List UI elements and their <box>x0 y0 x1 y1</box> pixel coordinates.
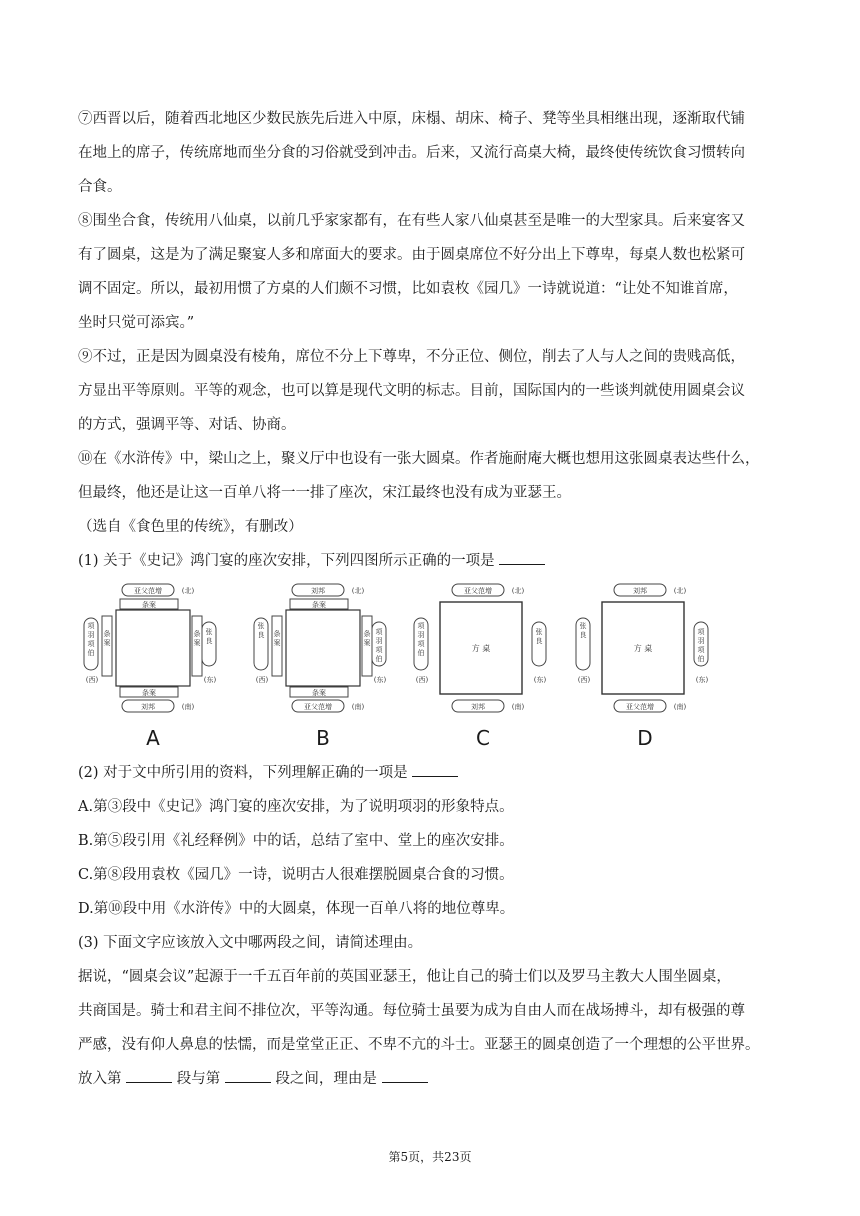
question-1 <box>78 544 788 578</box>
direction-east: (东) <box>373 676 387 684</box>
text-line: 据说，“圆桌会议”起源于一千五百年前的英国亚瑟王，他让自己的骑士们以及罗马主教大人围坐圆桌， <box>78 969 731 985</box>
direction-east: (东) <box>695 676 709 684</box>
direction-south: (南) <box>511 703 525 711</box>
diagram-c <box>408 578 558 748</box>
question-3-text: (3) 下面文字应该放入文中哪两段之间，请简述理由。 <box>78 935 423 951</box>
question-2-line <box>78 756 788 790</box>
text-line: 调不固定。所以，最初用惯了方桌的人们颇不习惯，比如袁枚《园几》一诗就说道：“让处不知谁首席， <box>78 281 738 297</box>
svg-text:项: 项 <box>87 640 95 648</box>
text-line: ⑩在《水浒传》中，梁山之上，聚义厅中也设有一张大圆桌。作者施耐庵大概也想用这张圆桌表达些什么， <box>78 451 760 467</box>
svg-text:案: 案 <box>273 639 281 647</box>
answer-blank-paragraph-1[interactable] <box>126 1068 172 1083</box>
direction-west: (西) <box>577 676 591 684</box>
svg-text:案: 案 <box>193 639 201 647</box>
svg-text:项: 项 <box>697 646 705 654</box>
seating-diagram-svg <box>78 578 228 728</box>
svg-text:条: 条 <box>193 630 201 638</box>
direction-south: (南) <box>351 703 365 711</box>
paragraph-9 <box>78 340 788 442</box>
room-square <box>286 610 360 686</box>
svg-text:项: 项 <box>375 646 383 654</box>
seat-left-name <box>88 622 96 657</box>
svg-text:项: 项 <box>375 628 383 636</box>
seat-left-name <box>418 622 426 657</box>
option-c[interactable]: C.第⑧段用袁枚《园几》一诗，说明古人很难摆脱圆桌合食的习惯。 <box>78 867 514 883</box>
room-square <box>116 610 190 686</box>
seating-diagram-svg <box>248 578 398 728</box>
square-table-label: 方 桌 <box>633 644 653 653</box>
text-line: 共商国是。骑士和君主间不排位次，平等沟通。每位骑士虽要为成为自由人而在战场搏斗，却有极强的尊 <box>78 1003 745 1019</box>
diagram-a <box>78 578 228 748</box>
svg-text:羽: 羽 <box>697 637 705 645</box>
direction-east: (东) <box>533 676 547 684</box>
svg-text:良: 良 <box>579 631 587 639</box>
square-table-label: 方 桌 <box>471 644 491 653</box>
svg-text:伯: 伯 <box>87 649 95 657</box>
svg-text:项: 项 <box>417 640 425 648</box>
text-line: 有了圆桌，这是为了满足聚宴人多和席面大的要求。由于圆桌席位不好分出上下尊卑，每桌人数也松紧可 <box>78 247 745 263</box>
diagram-b <box>248 578 398 748</box>
svg-text:张: 张 <box>205 628 213 636</box>
direction-north: (北) <box>673 587 687 595</box>
question-3-answer-line <box>78 1062 788 1096</box>
paragraph-8 <box>78 204 788 340</box>
text-line: ⑦西晋以后，随着西北地区少数民族先后进入中原，床榻、胡床、椅子、凳等坐具相继出现，逐渐取代铺 <box>78 111 745 127</box>
option-d[interactable]: D.第⑩段中用《水浒传》中的大圆桌，体现一百单八将的地位尊卑。 <box>78 901 515 917</box>
direction-west: (西) <box>255 676 269 684</box>
seat-right-name <box>376 628 384 663</box>
direction-north: (北) <box>181 587 195 595</box>
option-b[interactable]: B.第⑤段引用《礼经释例》中的话，总结了室中、堂上的座次安排。 <box>78 833 514 849</box>
svg-text:项: 项 <box>697 628 705 636</box>
text-line: 合食。 <box>78 179 122 195</box>
paragraph-7 <box>78 102 788 204</box>
seat-top-name: 刘邦 <box>311 587 325 595</box>
text-line: 在地上的席子，传统席地而坐分食的习俗就受到冲击。后来，又流行高桌大椅，最终使传统饮食习惯转向 <box>78 145 745 161</box>
answer-prefix: 放入第 <box>78 1071 122 1087</box>
question-2 <box>78 756 788 926</box>
diagram-label: C <box>476 726 490 750</box>
answer-suffix: 段之间，理由是 <box>275 1071 377 1087</box>
seat-top-name: 刘邦 <box>633 587 647 595</box>
desk-bottom-label: 条案 <box>312 689 326 697</box>
answer-blank[interactable] <box>499 550 545 565</box>
seat-bottom-name: 刘邦 <box>471 703 485 711</box>
direction-north: (北) <box>511 587 525 595</box>
desk-bottom-label: 条案 <box>142 689 156 697</box>
seat-bottom-name: 亚父范增 <box>626 703 654 711</box>
direction-south: (南) <box>673 703 687 711</box>
svg-text:羽: 羽 <box>87 631 95 639</box>
svg-text:案: 案 <box>363 639 371 647</box>
text-line: ⑧围坐合食，传统用八仙桌，以前几乎家家都有，在有些人家八仙桌甚至是唯一的大型家具。后来宴客又 <box>78 213 745 229</box>
svg-text:良: 良 <box>205 637 213 645</box>
svg-text:羽: 羽 <box>417 631 425 639</box>
question-2-text: (2) 对于文中所引用的资料，下列理解正确的一项是 <box>78 765 408 781</box>
answer-blank-paragraph-2[interactable] <box>225 1068 271 1083</box>
option-a[interactable]: A.第③段中《史记》鸿门宴的座次安排，为了说明项羽的形象特点。 <box>78 799 514 815</box>
question-1-line <box>78 544 788 578</box>
seating-diagrams <box>78 578 718 758</box>
seat-top-name: 亚父范增 <box>134 587 162 595</box>
answer-middle: 段与第 <box>176 1071 221 1087</box>
svg-text:伯: 伯 <box>697 655 705 663</box>
answer-blank[interactable] <box>412 762 458 777</box>
svg-text:良: 良 <box>257 631 265 639</box>
desk-top-label: 条案 <box>142 601 156 609</box>
svg-text:条: 条 <box>103 630 111 638</box>
diagram-label: B <box>316 726 330 750</box>
direction-west: (西) <box>85 676 99 684</box>
text-line: 方显出平等原则。平等的观念，也可以算是现代文明的标志。目前，国际国内的一些谈判就使用圆桌会议 <box>78 383 745 399</box>
direction-west: (西) <box>415 676 429 684</box>
direction-south: (南) <box>181 703 195 711</box>
svg-text:项: 项 <box>87 622 95 630</box>
seat-right-name <box>698 628 706 663</box>
svg-text:伯: 伯 <box>417 649 425 657</box>
svg-text:张: 张 <box>257 622 265 630</box>
question-1-text: (1) 关于《史记》鸿门宴的座次安排，下列四图所示正确的一项是 <box>78 553 495 569</box>
svg-text:条: 条 <box>273 630 281 638</box>
paragraph-10 <box>78 442 788 510</box>
seating-diagram-svg <box>408 578 558 728</box>
seating-diagram-svg <box>570 578 720 728</box>
text-line: ⑨不过，正是因为圆桌没有棱角，席位不分上下尊卑，不分正位、侧位，削去了人与人之间的贵贱高低， <box>78 349 745 365</box>
answer-blank-reason[interactable] <box>382 1068 428 1083</box>
svg-text:案: 案 <box>103 639 111 647</box>
desk-top-label: 条案 <box>312 601 326 609</box>
page-footer: 第5页，共23页 <box>388 1150 472 1164</box>
text-line: 的方式，强调平等、对话、协商。 <box>78 417 296 433</box>
seat-top-name: 亚父范增 <box>464 587 492 595</box>
seat-bottom-name: 刘邦 <box>141 703 155 711</box>
direction-north: (北) <box>351 587 365 595</box>
svg-text:张: 张 <box>535 628 543 636</box>
svg-text:项: 项 <box>417 622 425 630</box>
text-line: 坐时只觉可添宾。” <box>78 315 195 331</box>
text-line: 但最终，他还是让这一百单八将一一排了座次，宋江最终也没有成为亚瑟王。 <box>78 485 571 501</box>
text-line: 严感，没有仰人鼻息的怯懦，而是堂堂正正、不卑不亢的斗士。亚瑟王的圆桌创造了一个理想的公平世界。 <box>78 1037 760 1053</box>
source-text: （选自《食色里的传统》，有删改） <box>78 519 303 535</box>
svg-text:伯: 伯 <box>375 655 383 663</box>
diagram-label: A <box>146 726 160 750</box>
question-3 <box>78 926 788 1096</box>
seat-bottom-name: 亚父范增 <box>304 703 332 711</box>
svg-text:羽: 羽 <box>375 637 383 645</box>
svg-text:张: 张 <box>579 622 587 630</box>
direction-east: (东) <box>203 676 217 684</box>
source-note <box>78 510 788 544</box>
svg-text:良: 良 <box>535 637 543 645</box>
svg-text:条: 条 <box>363 630 371 638</box>
diagram-label: D <box>637 726 653 750</box>
diagram-d <box>570 578 720 748</box>
